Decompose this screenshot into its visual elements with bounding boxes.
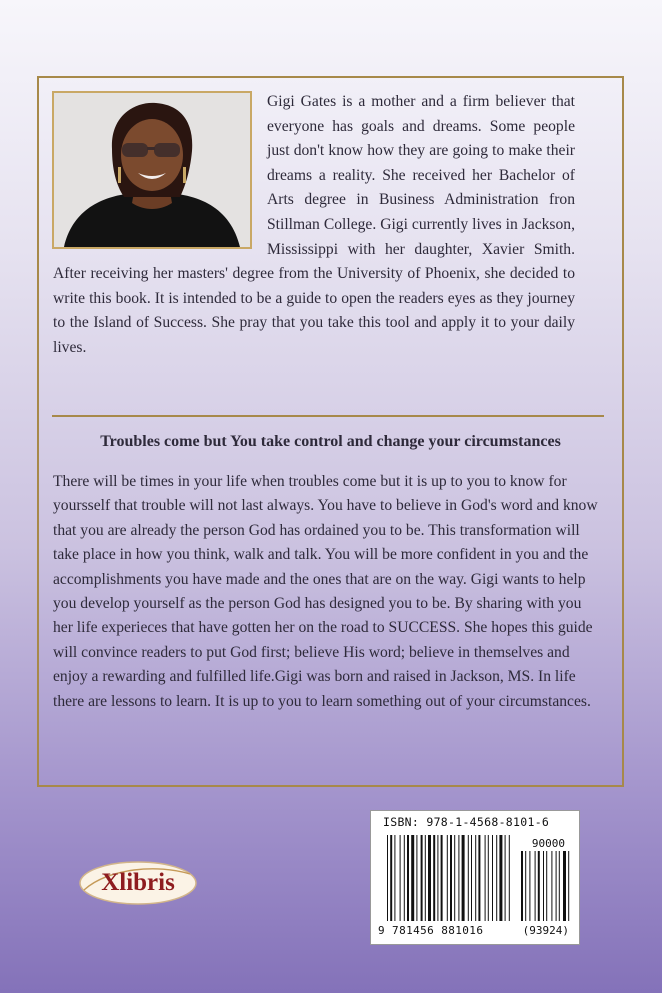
section-subtitle: Troubles come but You take control and change your circumstances: [100, 433, 561, 450]
section-body: There will be times in your life when troubles come but it is up to you to know for yoursself that trouble will not last always. You have to believe in God's word and know that you are already the person God has ordained you to be. This transformation will take place in how you think, walk and talk. You will be more confident in you and the accomplishments you have made and the ones that are on the way. Gigi wants to help you develop yourself as the person God has designed you to be. By sharing with you her life experieces that have gotten her on the road to SUCCESS. She hopes this guide will convince readers to put God first; believe His word; believe in themselves and enjoy a rewarding and fulfilled life.Gigi was born and raised in Jackson, MS. In life there are lessons to learn. It is up to you to learn something out of your circumstances.: [53, 473, 598, 710]
author-bio-text: Gigi Gates is a mother and a firm believer that everyone has goals and dreams. Some people just don't know how they are going to make their dreams a reality. She received her Bachelor of Arts degree in Business Administration fron Stillman College. Gigi currently lives in Jackson, Mississippi with her daughter, Xavier Smith. After receiving her masters' degree from the University of Phoenix, she decided to write this book. It is intended to be a guide to open the readers eyes as they journey to the Island of Success. She pray that you take this tool and apply it to your daily lives.: [53, 93, 575, 356]
publisher-logo: [78, 860, 198, 906]
section-divider: [52, 415, 604, 417]
photo-spacer: [53, 90, 267, 250]
addon-price-code: 90000: [531, 837, 565, 850]
barcode-digits: 9 781456 881016: [378, 924, 484, 937]
author-bio: [53, 90, 575, 361]
barcode-addon-digits: (93924): [522, 924, 569, 937]
logo-text: Xlibris: [101, 869, 175, 896]
isbn-label: ISBN: 978-1-4568-8101-6: [383, 815, 550, 829]
isbn-barcode: [370, 810, 580, 945]
